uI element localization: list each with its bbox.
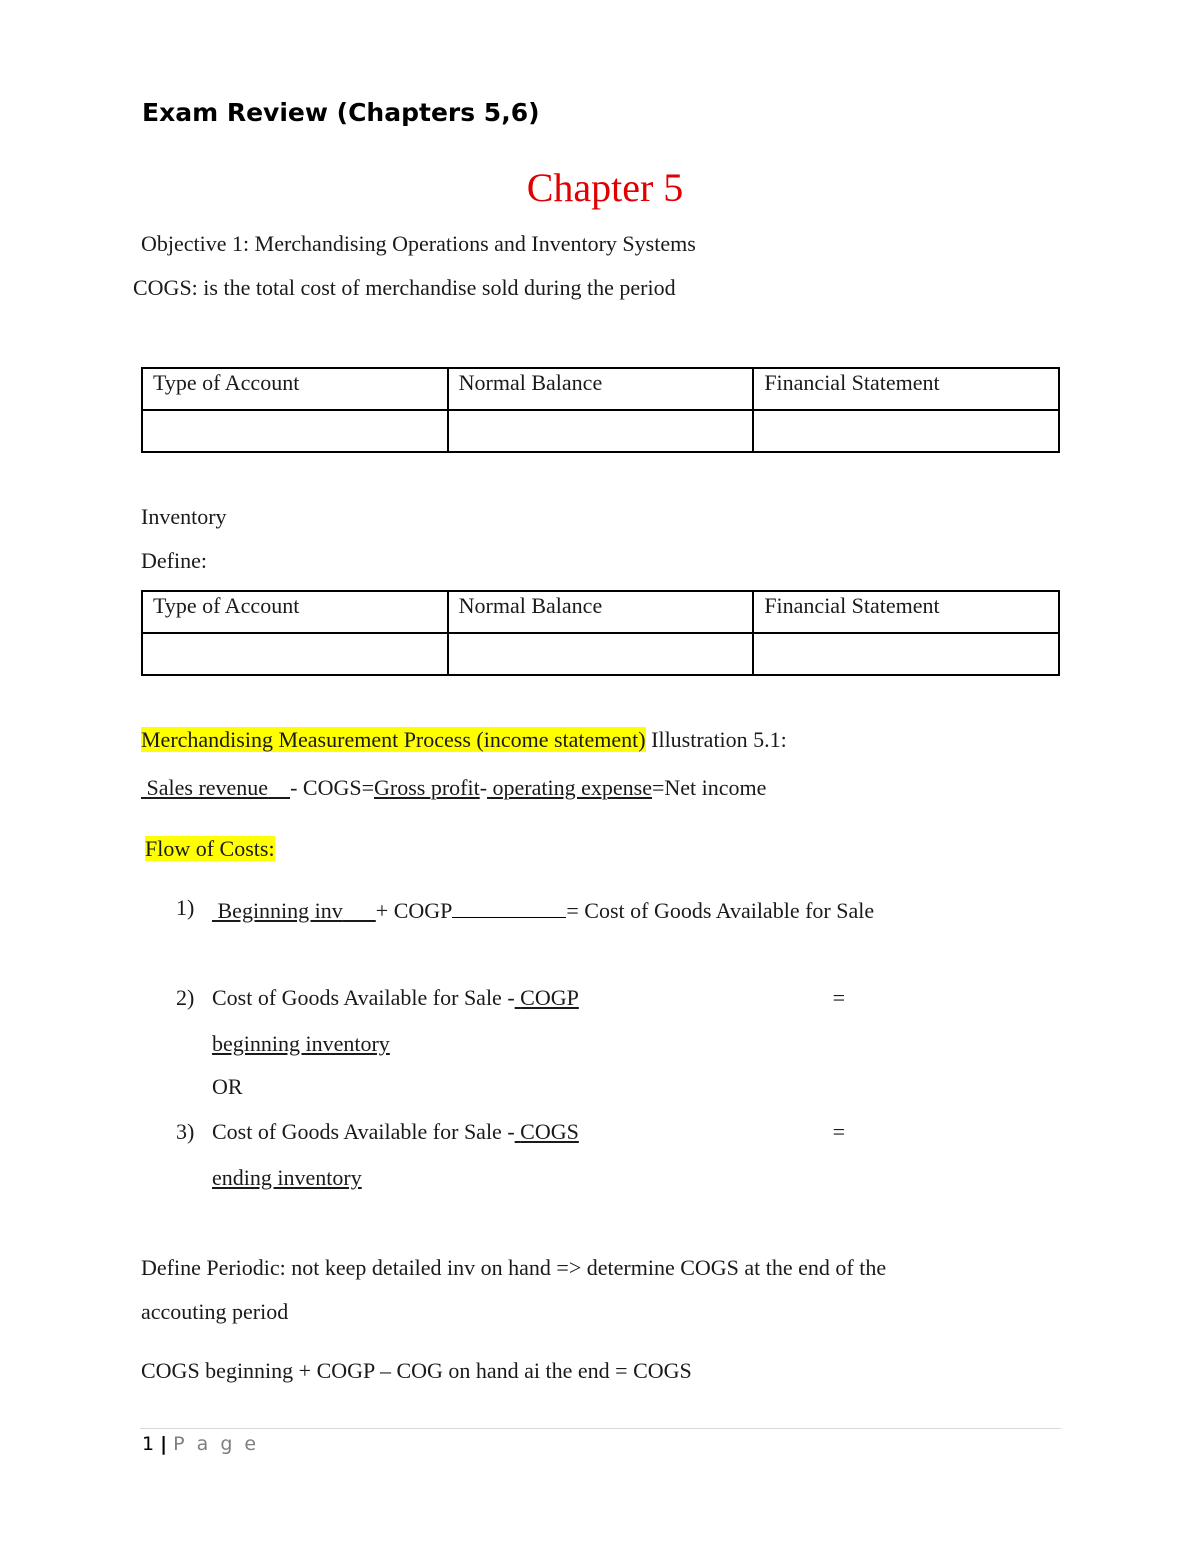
sales-revenue-blank: Sales revenue — [146, 775, 269, 800]
step-3-number: 3) — [176, 1119, 195, 1144]
flow-of-costs-highlight: Flow of Costs: — [145, 836, 275, 861]
step-2-lead: Cost of Goods Available for Sale - — [212, 985, 515, 1010]
blank-cell[interactable] — [448, 633, 754, 675]
periodic-definition-line-2: accouting period — [141, 1299, 289, 1324]
step-3-lead: Cost of Goods Available for Sale - — [212, 1119, 515, 1144]
header-normal-balance: Normal Balance — [448, 368, 754, 410]
page-label: P a g e — [173, 1433, 260, 1455]
inventory-account-table — [141, 590, 1060, 676]
page-footer — [142, 1433, 259, 1455]
plus-cogp: + COGP — [375, 898, 453, 923]
operating-expense-blank: operating expense — [487, 775, 652, 800]
footer-divider — [140, 1428, 1061, 1429]
table-header-row — [142, 591, 1059, 633]
step-2-answer — [212, 1031, 458, 1057]
inventory-label: Inventory — [141, 504, 227, 529]
measurement-process-line — [141, 727, 787, 753]
step-1-number: 1) — [176, 895, 195, 920]
periodic-definition-line-1: Define Periodic: not keep detailed inv on hand => determine COGS at the end of the — [141, 1255, 887, 1280]
cogs-account-table — [141, 367, 1060, 453]
beginning-inventory-blank: beginning inventory — [212, 1031, 390, 1056]
equals-sign: = — [832, 985, 846, 1010]
or-label: OR — [212, 1074, 243, 1099]
header-financial-statement: Financial Statement — [753, 368, 1059, 410]
minus-cogs: - COGS= — [290, 775, 374, 800]
blank-cell[interactable] — [142, 633, 448, 675]
blank-cell[interactable] — [753, 633, 1059, 675]
blank-cell[interactable] — [142, 410, 448, 452]
header-type-of-account: Type of Account — [142, 591, 448, 633]
ending-inventory-blank: ending inventory — [212, 1165, 362, 1190]
table-row — [142, 410, 1059, 452]
cogs-definition: COGS: is the total cost of merchandise sold during the period — [133, 275, 676, 300]
cogp-blank — [452, 895, 566, 918]
net-income: =Net income — [651, 775, 767, 800]
illustration-ref: Illustration 5.1: — [645, 727, 787, 752]
cogs-answer-blank: COGS — [520, 1119, 579, 1144]
income-equation — [141, 775, 766, 801]
equals-sign: = — [832, 1119, 846, 1144]
table-row — [142, 633, 1059, 675]
footer-separator: | — [160, 1433, 168, 1455]
measurement-highlight: Merchandising Measurement Process (income statement) — [141, 727, 646, 752]
step-1-text — [212, 895, 874, 924]
step-2-number: 2) — [176, 985, 195, 1010]
dash: - — [479, 775, 488, 800]
cogp-answer-blank: COGP — [520, 985, 579, 1010]
define-label: Define: — [141, 548, 207, 573]
cogs-formula: COGS beginning + COGP – COG on hand ai the end = COGS — [141, 1358, 692, 1383]
table-header-row — [142, 368, 1059, 410]
step-2-text — [212, 985, 845, 1011]
step-3-text — [212, 1119, 845, 1145]
page-number: 1 — [142, 1433, 155, 1455]
blank-cell[interactable] — [753, 410, 1059, 452]
gross-profit-blank: Gross profit — [373, 775, 480, 800]
chapter-heading: Chapter 5 — [526, 165, 684, 210]
header-financial-statement: Financial Statement — [753, 591, 1059, 633]
header-normal-balance: Normal Balance — [448, 591, 754, 633]
blank-cell[interactable] — [448, 410, 754, 452]
document-title: Exam Review (Chapters 5,6) — [142, 98, 540, 127]
flow-of-costs-heading — [145, 836, 275, 862]
header-type-of-account: Type of Account — [142, 368, 448, 410]
objective-text: Objective 1: Merchandising Operations and Inventory Systems — [141, 231, 696, 256]
cogas-result: = Cost of Goods Available for Sale — [566, 898, 875, 923]
beginning-inv-blank: Beginning inv — [217, 898, 343, 923]
step-3-answer — [212, 1165, 458, 1191]
